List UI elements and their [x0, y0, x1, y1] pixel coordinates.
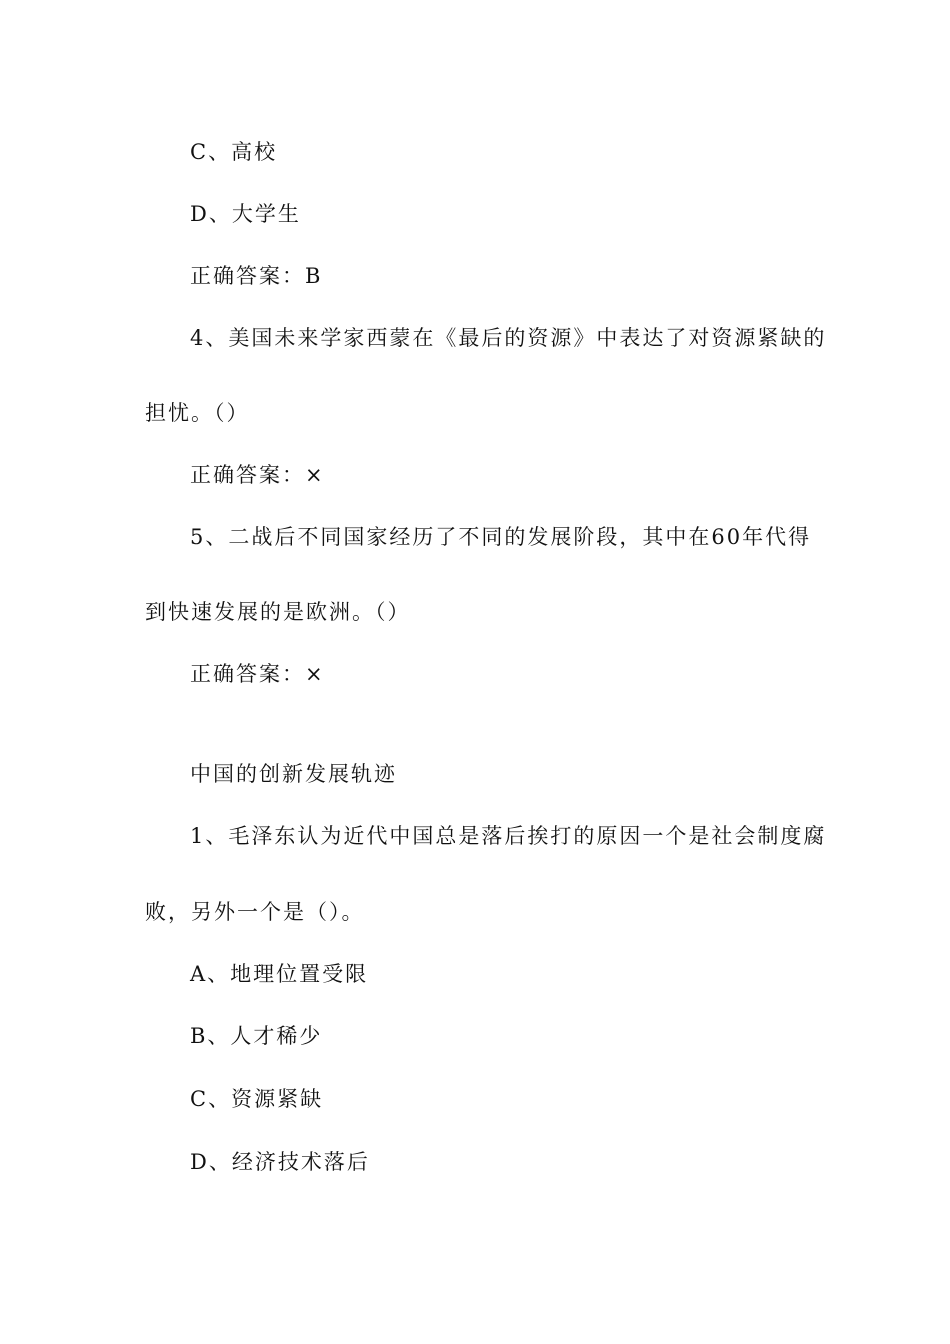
q4-answer: 正确答案：× — [190, 463, 325, 487]
q3-option-d: D、大学生 — [190, 202, 301, 226]
q4-question-line1: 4、美国未来学家西蒙在《最后的资源》中表达了对资源紧缺的 — [190, 326, 827, 350]
s2-q1-option-b: B、人才稀少 — [190, 1024, 323, 1048]
s2-q1-option-d: D、经济技术落后 — [190, 1150, 370, 1174]
s2-q1-question-line1: 1、毛泽东认为近代中国总是落后挨打的原因一个是社会制度腐 — [190, 824, 827, 848]
q5-question-line1: 5、二战后不同国家经历了不同的发展阶段，其中在60年代得 — [190, 525, 812, 549]
q3-answer: 正确答案：B — [190, 264, 323, 288]
s2-q1-option-a: A、地理位置受限 — [190, 962, 369, 986]
q3-option-c: C、高校 — [190, 140, 278, 164]
s2-q1-question-line2: 败，另外一个是（）。 — [145, 900, 365, 924]
section-title: 中国的创新发展轨迹 — [190, 762, 397, 786]
s2-q1-option-c: C、资源紧缺 — [190, 1087, 324, 1111]
q5-question-line2: 到快速发展的是欧洲。（） — [145, 600, 411, 624]
q5-answer: 正确答案：× — [190, 662, 325, 686]
q4-question-line2: 担忧。（） — [145, 401, 250, 425]
